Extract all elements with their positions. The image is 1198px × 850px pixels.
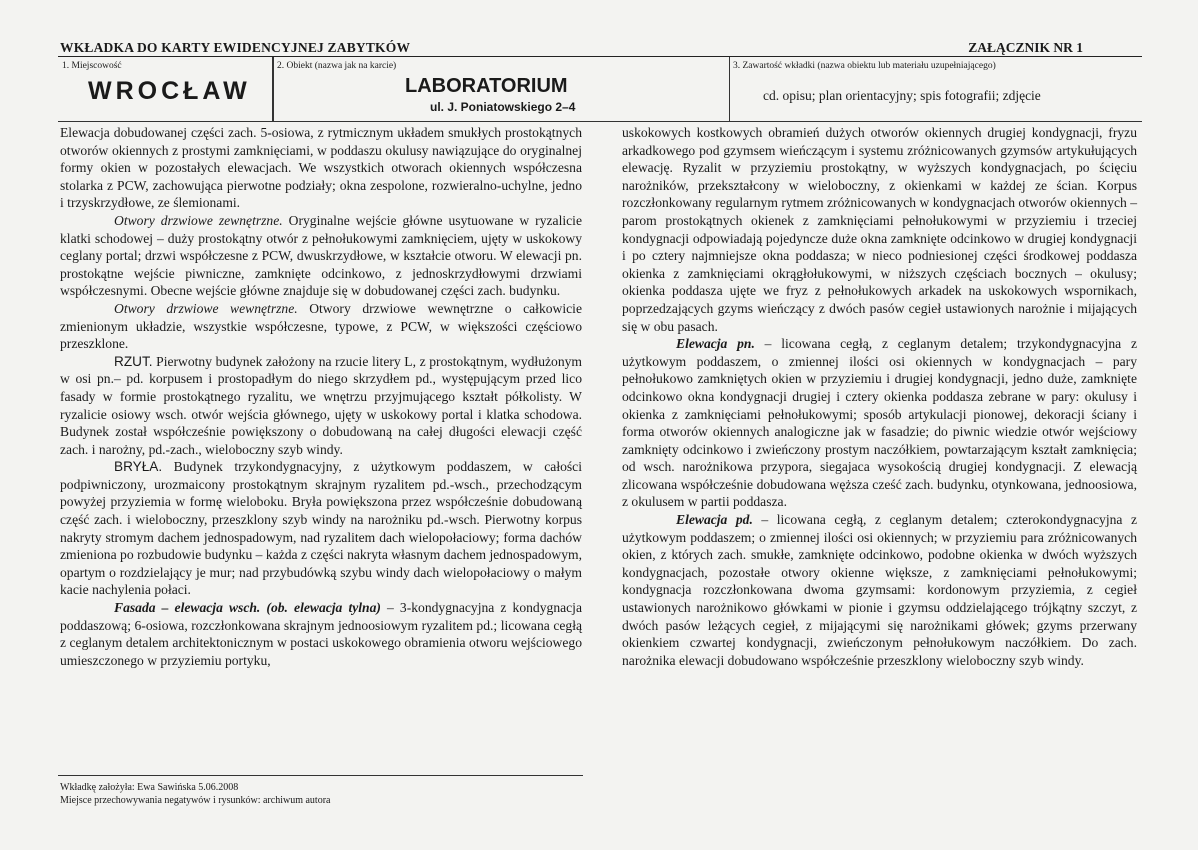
- contents-value: cd. opisu; plan orientacyjny; spis fotografii; zdjęcie: [763, 88, 1041, 103]
- paragraph-plan: RZUT. Pierwotny budynek założony na rzucie litery L, z prostokątnym, wydłużonym w osi pn.– pd. korpusem i prostopadłym do niego skrzydłem pd., występującym przed lico fasady w formie prostokątnego ryzalitu, we wnętrzu przyjmującego kształt półkolisty. W ryzalicie osiowy wsch. otwór wejścia głównego, ujęty w uskokowy portal i klatka schodowa. Budynek został współcześnie powiększony o dobudowaną na całej długości elewacji część zach. i narożny, pd.-zach., wieloboczny szyb windy.: [60, 353, 582, 457]
- annex-number: ZAŁĄCZNIK NR 1: [968, 40, 1083, 55]
- location-label: 1. Miejscowość: [62, 61, 122, 71]
- footer-rule: [58, 775, 583, 776]
- paragraph-facade: Fasada – elewacja wsch. (ob. elewacja tylna) – 3-kondygnacyjna z kondygnacja poddaszową; 6-osiowa, rozczłonkowana skrajnym jednoosiowym ryzalitem pd.; licowana cegłą z ceglanym detalem architektonicznym w postaci uskokowego obramienia otworu wejściowego umieszczonego w przyziemiu portyku,: [60, 600, 582, 668]
- right-column: [622, 124, 1137, 669]
- left-column: [60, 124, 582, 669]
- object-label: 2. Obiekt (nazwa jak na karcie): [277, 61, 397, 71]
- paragraph-elevation-south: Elewacja pd. – licowana cegłą, z ceglanym detalem; czterokondygnacyjna z użytkowym poddaszem; o zmiennej ilości osi okiennych; w przyziemiu para zróżnicowanych okien, z których zach. smukłe, zamknięte odcinkowo, podobne okienka w dwóch wyższych kondygnacjach, pozostałe otwory okienne większe, z zamknięciami pełnołukowymi; kondygnacja rozczłonkowana dwoma gzymsami: kordonowym przyziemia, z cegieł ustawionych narożnikowo główkami w pionie i gzymsu oddzielającego trójkątny szczyt, z dwóch pasów leżących cegieł, z mijającymi się narożnikami główek; gzyms przerwany okienkiem czwartej kondygnacji, zwieńczonym pełnołukowym naczółkiem. Do zach. narożnika elewacji dobudowano współcześnie przeszklony wieloboczny szyb windy.: [622, 512, 1137, 668]
- paragraph-facade-continued: uskokowych kostkowych obramień dużych otworów okiennych drugiej kondygnacji, fryzu arkadkowego pod gzymsem wieńczącym i systemu zróżnicowanych gzymsów artykułujących elewację. Ryzalit w przyziemiu prostokątny, w wyższych kondygnacjach, po ścięciu narożników, przekształcony w wieloboczny, z okienkami w każdej ze ścian. Korpus rozczłonkowany regularnym rytmem zróżnicowanych w kondygnacjach otworów okiennych – parom prostokątnych okienek z zamknięciami pełnołukowymi w przyziemiu i trzeciej kondygnacji odpowiadają pojedyncze duże okna zamknięte odcinkowo w drugiej kondygnacji i po cztery najmniejsze okna poddasza; w nieco podniesionej części środkowej poddasza okienka z zamknięciami okrągłołukowymi, w niższych częściach bocznych – okulusy; okienka poddasza ujęte we fryz z pełnołukowych arkadek na uskokowych wspornikach, poprzedzających gzyms wieńczący z dwóch pasów cegieł ustawionych narożnie i mijających się w obu pasach.: [622, 125, 1137, 334]
- heading-massing: BRYŁA.: [114, 459, 163, 475]
- heading-interior-doors: Otwory drzwiowe wewnętrzne.: [114, 300, 298, 316]
- paragraph-exterior-doors: Otwory drzwiowe zewnętrzne. Oryginalne wejście główne usytuowane w ryzalicie klatki schodowej – duży prostokątny otwór z pełnołukowymi zamknięciem, ujęty w uskokowy ceglany portal; drzwi współczesne z PCW, dwuskrzydłowe, w kształcie otworu. W elewacji pn. prostokątne wejście piwniczne, zamknięte odcinkowo, z jednoskrzydłowymi drzwiami współczesnymi. Obecne wejście główne znajduje się w dobudowanej części zach. budynku.: [60, 212, 582, 299]
- paragraph-interior-doors: Otwory drzwiowe wewnętrzne. Otwory drzwiowe wewnętrzne o całkowicie zmienionym układzie, wszystkie współczesne, typowe, z PCW, w większości częściowo przeszklone.: [60, 300, 582, 352]
- heading-elevation-north: Elewacja pn.: [676, 336, 755, 352]
- footer-archive: Miejsce przechowywania negatywów i rysunków: archiwum autora: [60, 795, 331, 806]
- location-value: WROCŁAW: [88, 77, 251, 105]
- footer-author: Wkładkę założyła: Ewa Sawińska 5.06.2008: [60, 782, 239, 793]
- paragraph-massing: BRYŁA. Budynek trzykondygnacyjny, z użytkowym poddaszem, w całości podpiwniczony, urozmaicony prostokątnym skrajnym ryzalitem pd.-wsch., przechodzącym powyżej przyziemia w formę wieloboku. Bryła powiększona przez współcześnie dobudowaną część zach. i wieloboczny, przeszklony szyb windy na narożniku pd.-wsch. Pierwotny korpus nakryty stromym dachem jednospadowym, nad ryzalitem dach wielopołaciowy; forma dachów zmieniona po rozbudowie budynku – każda z części nakryta własnym dachem jednospadowym, opartym o rozdzielający je mur; nad przybudówką szybu windy dach wielopołaciowy o małym kacie nachylenia połaci.: [60, 459, 582, 598]
- heading-exterior-doors: Otwory drzwiowe zewnętrzne.: [114, 212, 283, 228]
- sheet-title: WKŁADKA DO KARTY EWIDENCYJNEJ ZABYTKÓW: [60, 40, 411, 55]
- object-name: LABORATORIUM: [405, 75, 568, 97]
- heading-plan: RZUT.: [114, 353, 153, 369]
- paragraph-elevation-north: Elewacja pn. – licowana cegłą, z ceglanym detalem; trzykondygnacyjna z użytkowym poddaszem, o zmiennej ilości osi okiennych w kondygnacjach – pary pełnołukowo zamkniętych okien w przyziemiu i drugiej kondygnacji, jedno duże, zamknięte odcinkowo okna kondygnacji drugiej i cztery okienka poddasza zebrane w pary: okulusy i okienka z zamknięciami pełnołukowymi; sposób artykulacji pionowej, dekoracji ściany i forma otworów okiennych analogiczne jak w fasadzie; do piwnic wiedzie otwór wejściowy zamknięty odcinkowo i zwieńczony prostym naczółkiem, powtarzającym kształt zamknięcia; od wsch. narożnikowa przypora, siegajaca wysokością drugiej kondygnacji. Z elewacją zlicowana współcześnie dobudowana węższa cześć zach. budynku, otynkowana, jednoosiowa, z okulusem w partii poddasza.: [622, 336, 1137, 510]
- contents-label: 3. Zawartość wkładki (nazwa obiektu lub materiału uzupełniającego): [733, 61, 996, 71]
- object-address: ul. J. Poniatowskiego 2–4: [430, 100, 576, 114]
- heading-elevation-south: Elewacja pd.: [676, 512, 753, 528]
- paragraph-elevation-west: Elewacja dobudowanej części zach. 5-osiowa, z rytmicznym układem smukłych prostokątnych otworów okiennych z prostymi zamknięciami, w poddaszu okulusy nawiązujące do oryginalnej formy okien w pozostałych elewacjach. We wszystkich otworach okiennych współczesna stolarka z PCW, zachowująca pierwotne podziały; okna zespolone, rozwieralno-uchylne, jedno i trzyskrzydłowe, ze ślemionami.: [60, 125, 582, 211]
- heading-facade: Fasada – elewacja wsch. (ob. elewacja tylna): [114, 600, 381, 616]
